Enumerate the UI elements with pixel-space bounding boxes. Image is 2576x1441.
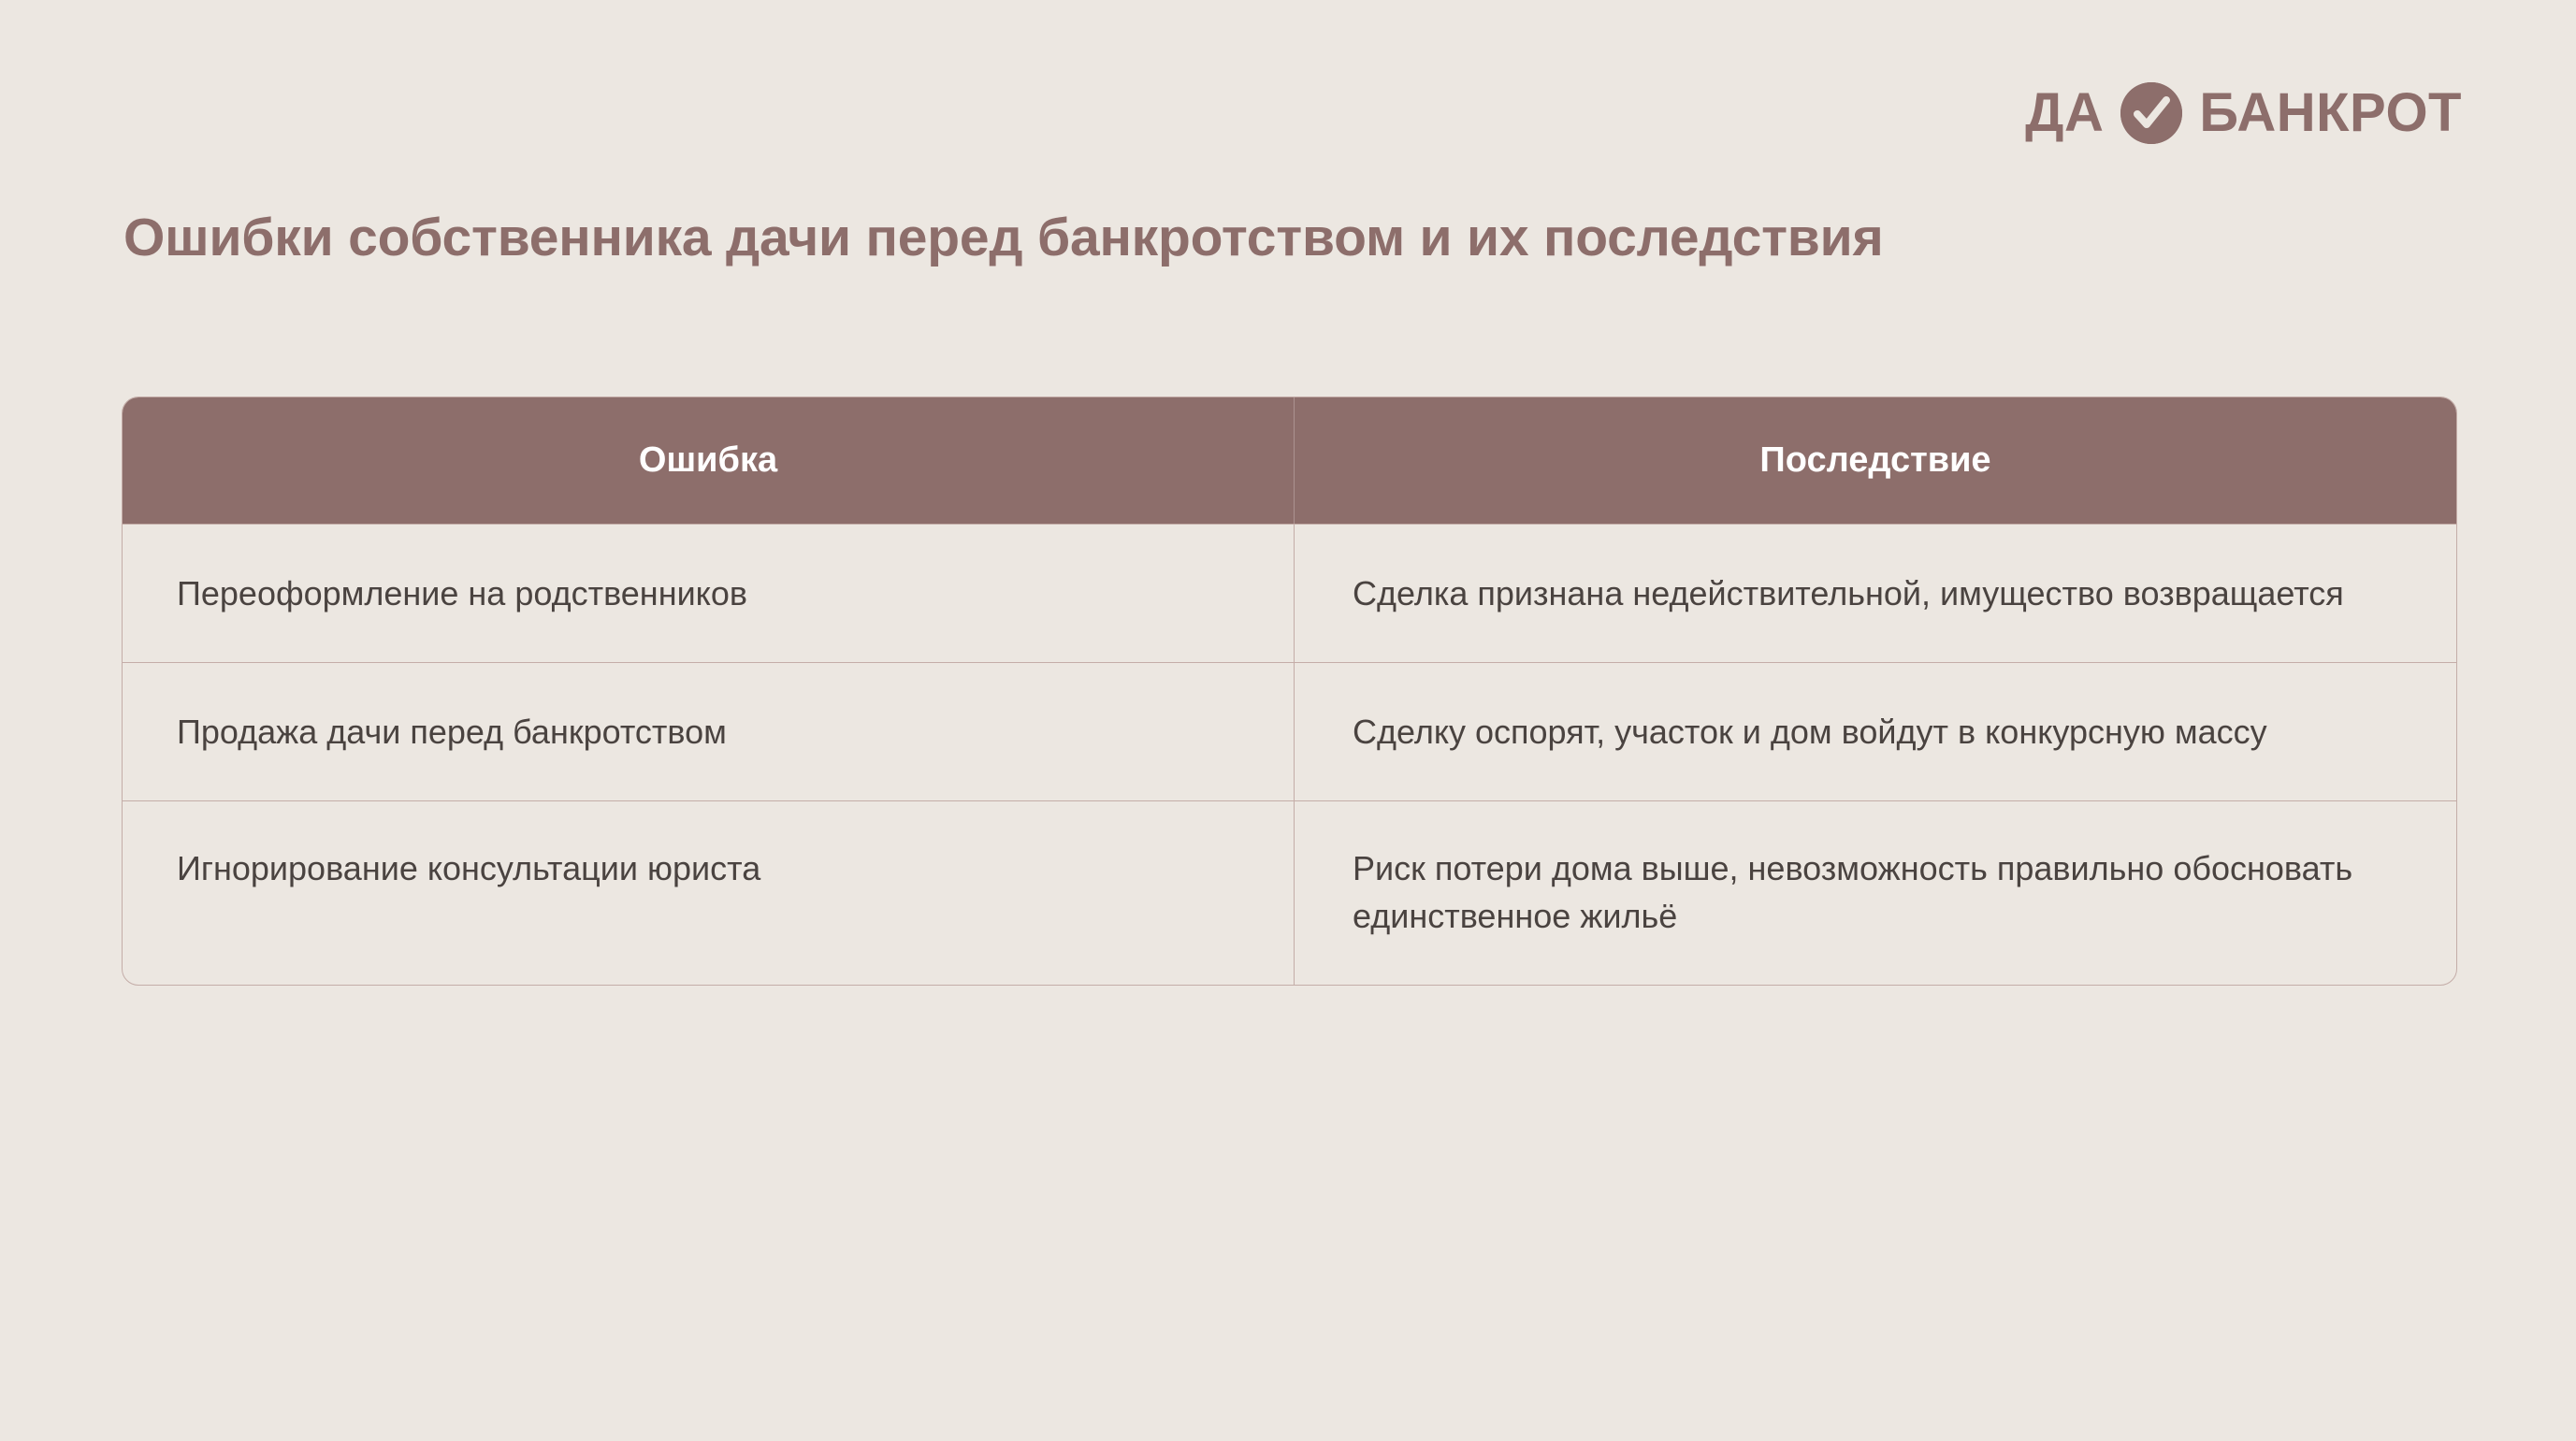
cell-consequence: Сделка признана недействительной, имущество возвращается <box>1294 525 2456 662</box>
errors-consequences-table <box>122 396 2457 986</box>
cell-consequence: Сделку оспорят, участок и дом войдут в конкурсную массу <box>1294 663 2456 800</box>
cell-error: Продажа дачи перед банкротством <box>177 713 727 752</box>
table-header-error: Ошибка <box>638 440 778 480</box>
table-row <box>123 524 2456 662</box>
table-row <box>123 800 2456 985</box>
logo-prefix-text: ДА <box>2025 82 2105 143</box>
brand-logo <box>2025 82 2462 144</box>
check-circle-icon <box>2120 82 2182 144</box>
logo-brand-text: БАНКРОТ <box>2199 82 2462 143</box>
cell-error: Игнорирование консультации юриста <box>177 849 761 888</box>
table-header-row <box>123 397 2456 524</box>
table-header-consequence: Последствие <box>1294 397 2456 524</box>
table-row <box>123 662 2456 800</box>
page-title: Ошибки собственника дачи перед банкротством и их последствия <box>123 208 1884 267</box>
cell-consequence: Риск потери дома выше, невозможность правильно обосновать единственное жильё <box>1294 801 2456 985</box>
cell-error: Переоформление на родственников <box>177 574 747 612</box>
